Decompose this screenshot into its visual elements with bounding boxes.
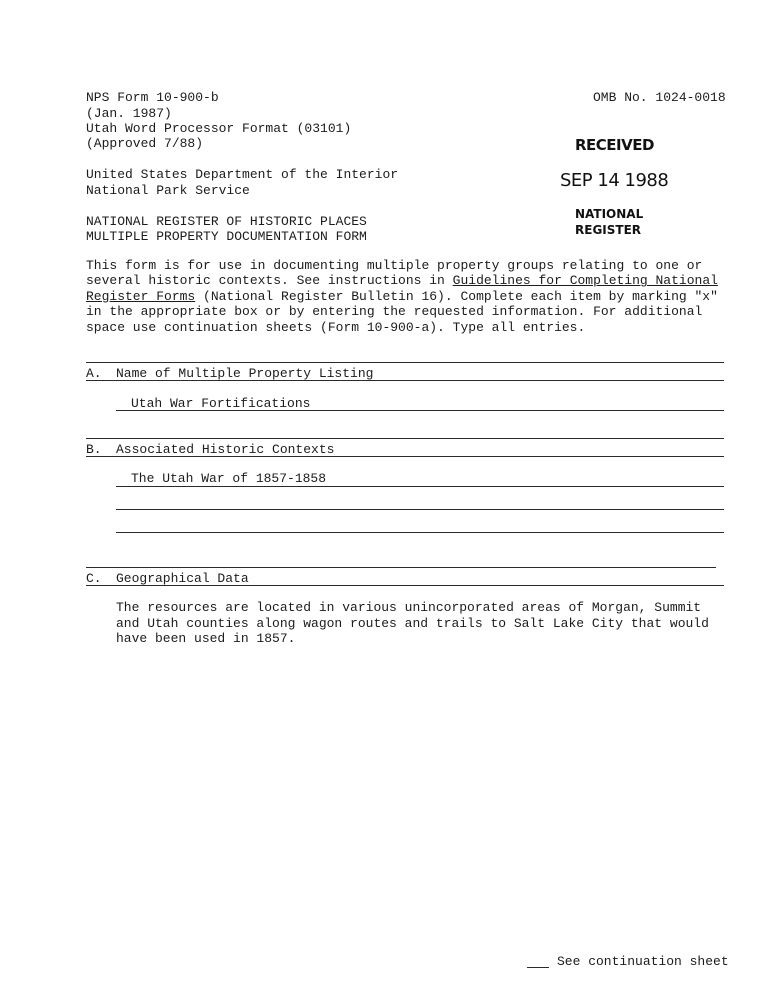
section-c-header-rule	[86, 585, 724, 586]
section-c-letter: C.	[86, 571, 102, 586]
section-b-header-rule	[86, 456, 724, 457]
section-c-top-rule	[86, 567, 716, 568]
section-c-title: Geographical Data	[116, 571, 249, 586]
omb-number: OMB No. 1024-0018	[593, 90, 726, 105]
section-b-letter: B.	[86, 442, 102, 457]
department-name: United States Department of the Interior	[86, 167, 399, 182]
section-a-header-rule	[86, 380, 724, 381]
context-rule-3	[116, 532, 724, 533]
register-stamp: REGISTER	[575, 223, 642, 237]
section-a-letter: A.	[86, 366, 102, 381]
processor-format: Utah Word Processor Format (03101)	[86, 121, 352, 136]
form-title-line1: NATIONAL REGISTER OF HISTORIC PLACES	[86, 214, 367, 229]
received-stamp: RECEIVED	[575, 136, 654, 154]
section-b-title: Associated Historic Contexts	[116, 442, 335, 457]
continuation-checkbox-blank[interactable]	[527, 967, 549, 968]
guidelines-reference: Guidelines for Completing National Register Forms	[86, 273, 718, 304]
context-rule-2	[116, 509, 724, 510]
multiple-property-name: Utah War Fortifications	[131, 396, 311, 411]
instructions-text-2: (National Register Bulletin 16). Complete each item by marking "x" in the appropriate box or by entering the requested information. For additional space use continuation sheets (Form 10-900-a). Type all entries.	[86, 288, 718, 335]
form-number: NPS Form 10-900-b	[86, 90, 219, 105]
instructions-text-1: This form is for use in documenting multiple property groups relating to one or several historic contexts. See instructions in	[86, 258, 703, 289]
continuation-sheet-label: See continuation sheet	[557, 954, 729, 969]
geographical-data-text: The resources are located in various unincorporated areas of Morgan, Summit and Utah counties along wagon routes and trails to Salt Lake City that would have been used in 1857.	[116, 600, 709, 646]
section-b-top-rule	[86, 438, 724, 439]
section-a-top-rule	[86, 362, 724, 363]
context-rule-1	[116, 486, 724, 487]
received-date-stamp: SEP 14 1988	[560, 170, 669, 191]
property-name-rule	[116, 410, 724, 411]
historic-context-value: The Utah War of 1857-1858	[131, 471, 327, 486]
service-name: National Park Service	[86, 183, 250, 198]
instructions-paragraph	[86, 258, 718, 335]
national-stamp: NATIONAL	[575, 207, 644, 221]
form-title-line2: MULTIPLE PROPERTY DOCUMENTATION FORM	[86, 229, 367, 244]
form-date: (Jan. 1987)	[86, 106, 172, 121]
approval-date: (Approved 7/88)	[86, 136, 204, 151]
section-a-title: Name of Multiple Property Listing	[116, 366, 374, 381]
